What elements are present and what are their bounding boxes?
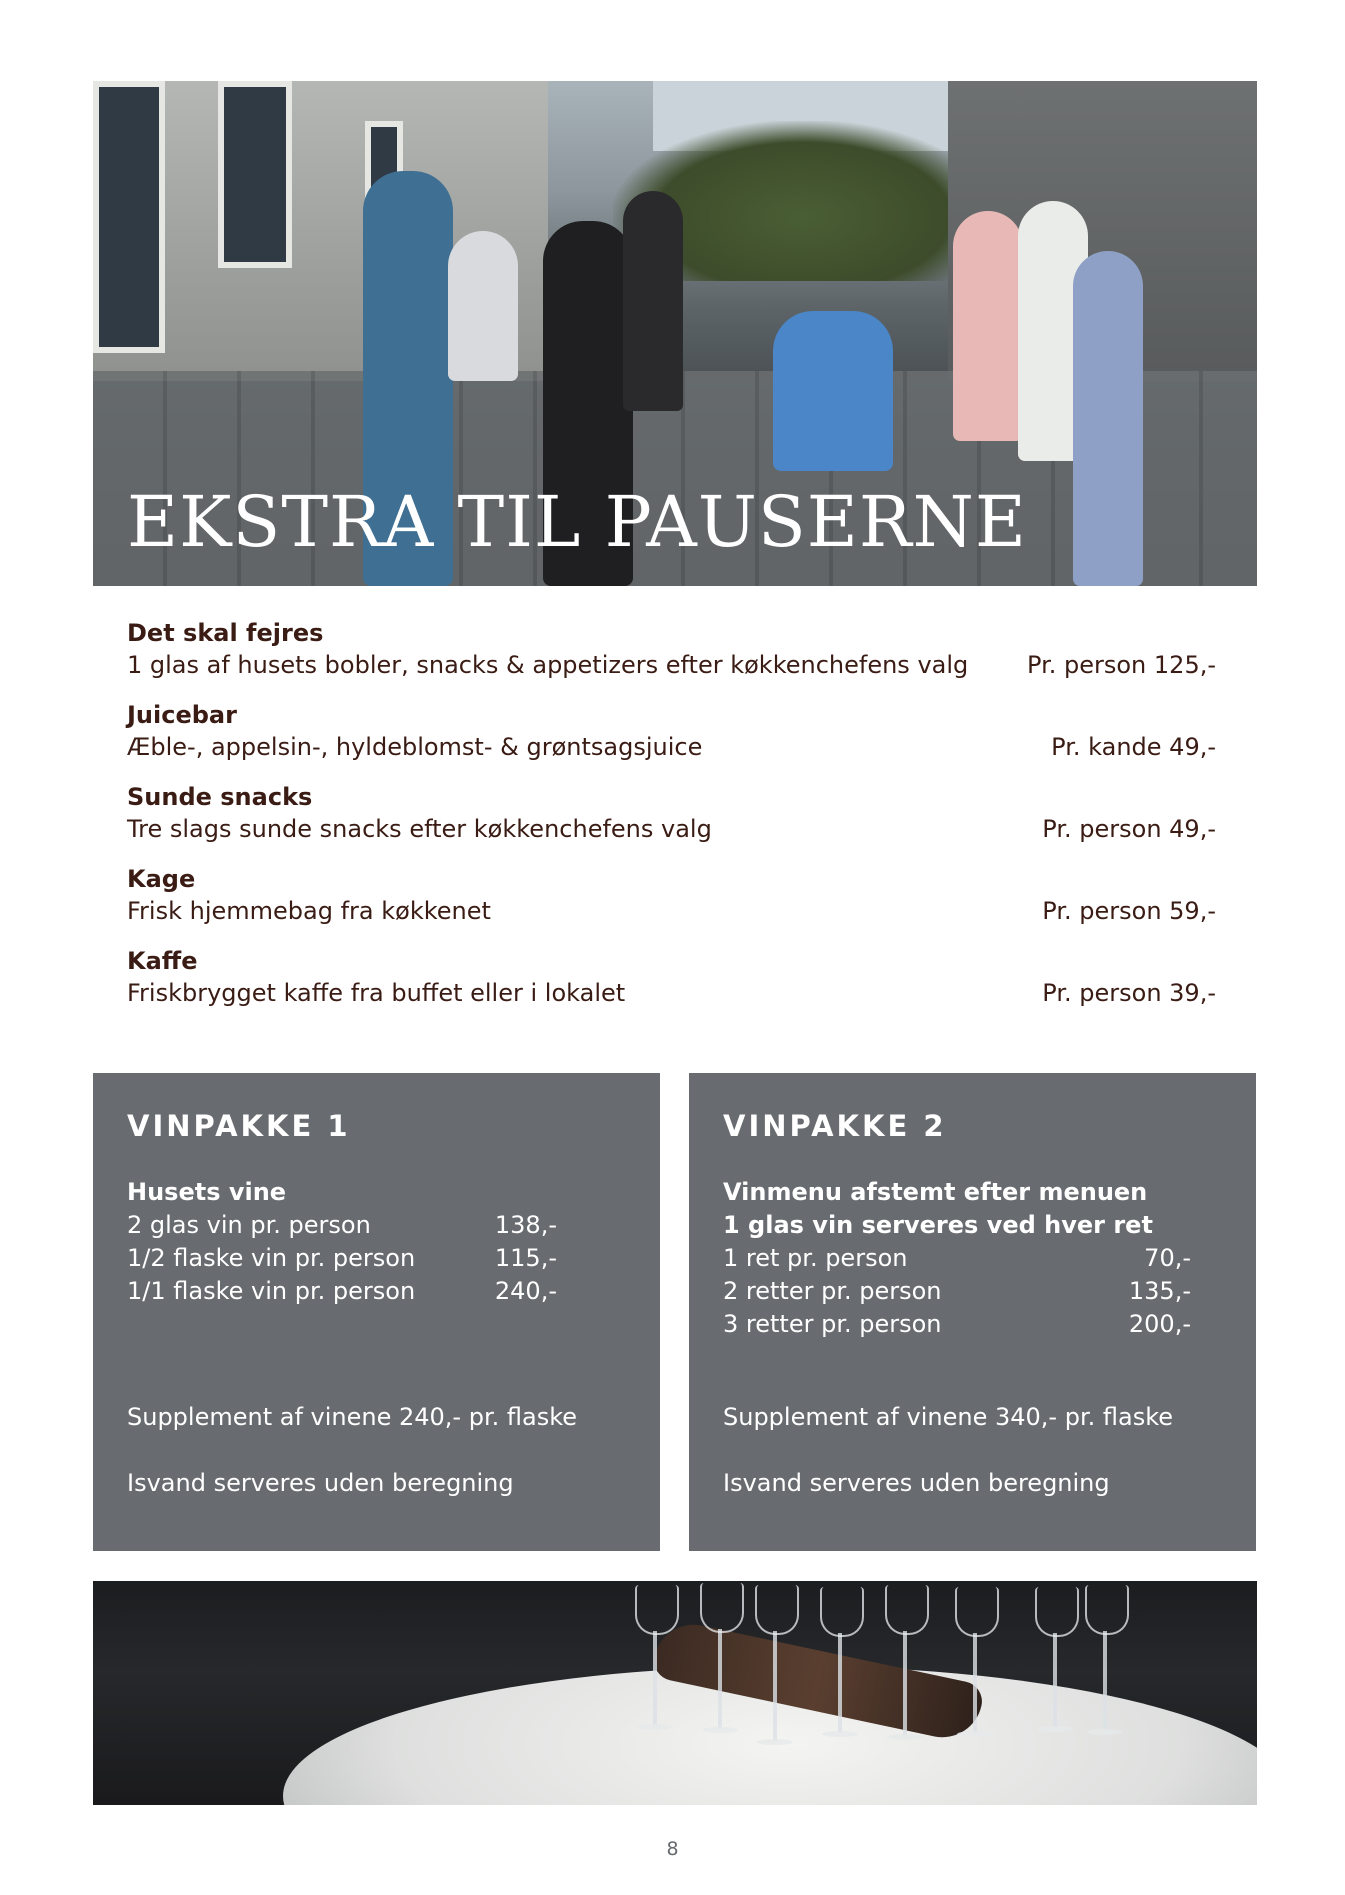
menu-item-description: 1 glas af husets bobler, snacks & appetizers efter køkkenchefens valg: [127, 651, 969, 679]
wine-glass: [653, 1631, 657, 1726]
wine-price-amount: 240,-: [494, 1277, 557, 1305]
wine-price-label: 2 glas vin pr. person: [127, 1211, 371, 1239]
menu-item: [127, 617, 1216, 699]
vinpakke-2-title: VINPAKKE 2: [723, 1109, 947, 1143]
vinpakke-2-supplement: Supplement af vinene 340,- pr. flaske: [723, 1403, 1173, 1431]
menu-item-description: Æble-, appelsin-, hyldeblomst- & grøntsagsjuice: [127, 733, 703, 761]
menu-item-name: Kage: [127, 865, 196, 893]
wine-price-amount: 138,-: [494, 1211, 557, 1239]
wine-glass: [973, 1633, 977, 1733]
menu-item-price: Pr. person 59,-: [1042, 897, 1216, 925]
page-title: EKSTRA TIL PAUSERNE: [127, 481, 1027, 563]
vinpakke-1-title: VINPAKKE 1: [127, 1109, 351, 1143]
menu-item-price: Pr. person 39,-: [1042, 979, 1216, 1007]
pause-menu-list: [127, 617, 1216, 1027]
vinpakke-1-supplement: Supplement af vinene 240,- pr. flaske: [127, 1403, 577, 1431]
wine-price-row: [127, 1242, 557, 1275]
menu-item-description: Friskbrygget kaffe fra buffet eller i lokalet: [127, 979, 626, 1007]
wine-price-label: 1/1 flaske vin pr. person: [127, 1277, 416, 1305]
wine-price-row: [723, 1242, 1191, 1275]
menu-item-name: Det skal fejres: [127, 619, 324, 647]
menu-item-description: Frisk hjemmebag fra køkkenet: [127, 897, 491, 925]
wine-price-label: 1/2 flaske vin pr. person: [127, 1244, 416, 1272]
vinpakke-2-lines: [723, 1176, 1191, 1341]
hero-person: [773, 311, 893, 471]
vinpakke-1-lines: [127, 1176, 557, 1308]
wine-glass: [773, 1631, 777, 1741]
wine-price-label: 3 retter pr. person: [723, 1310, 942, 1338]
wine-price-amount: 70,-: [1144, 1244, 1191, 1272]
wine-price-label: 1 ret pr. person: [723, 1244, 908, 1272]
vinpakke-2-subtitle: 1 glas vin serveres ved hver ret: [723, 1211, 1153, 1239]
hero-person: [1073, 251, 1143, 586]
vinpakke-2-subtitle: Vinmenu afstemt efter menuen: [723, 1178, 1148, 1206]
vinpakke-2-panel: [689, 1073, 1256, 1551]
menu-item-price: Pr. person 49,-: [1042, 815, 1216, 843]
wine-price-label: 2 retter pr. person: [723, 1277, 942, 1305]
wine-price-row: [723, 1308, 1191, 1341]
wine-glass: [1103, 1631, 1107, 1731]
menu-item-name: Kaffe: [127, 947, 198, 975]
hero-window: [218, 81, 292, 268]
menu-item: [127, 699, 1216, 781]
hero-window: [93, 81, 165, 353]
wine-glass: [903, 1631, 907, 1736]
wine-price-row: [127, 1275, 557, 1308]
menu-item-price: Pr. kande 49,-: [1051, 733, 1216, 761]
menu-item: [127, 945, 1216, 1027]
vinpakke-1-isvand: Isvand serveres uden beregning: [127, 1469, 514, 1497]
hero-person: [953, 211, 1023, 441]
menu-item: [127, 863, 1216, 945]
wine-price-amount: 115,-: [494, 1244, 557, 1272]
vinpakke-2-isvand: Isvand serveres uden beregning: [723, 1469, 1110, 1497]
wine-glasses-photo: [93, 1581, 1257, 1805]
hero-person: [448, 231, 518, 381]
hero-photo: [93, 81, 1257, 586]
wine-price-amount: 135,-: [1128, 1277, 1191, 1305]
page-number: 8: [666, 1838, 679, 1860]
hero-person: [623, 191, 683, 411]
wine-price-row: [127, 1209, 557, 1242]
vinpakke-1-panel: [93, 1073, 660, 1551]
menu-item-name: Juicebar: [127, 701, 237, 729]
wine-price-row: [723, 1275, 1191, 1308]
wine-glass: [838, 1633, 842, 1733]
wine-glass: [718, 1629, 722, 1729]
wine-price-amount: 200,-: [1128, 1310, 1191, 1338]
menu-item-description: Tre slags sunde snacks efter køkkenchefens valg: [127, 815, 712, 843]
vinpakke-1-subtitle: Husets vine: [127, 1178, 287, 1206]
wine-glass: [1053, 1633, 1057, 1728]
menu-item: [127, 781, 1216, 863]
menu-item-price: Pr. person 125,-: [1027, 651, 1216, 679]
menu-item-name: Sunde snacks: [127, 783, 313, 811]
